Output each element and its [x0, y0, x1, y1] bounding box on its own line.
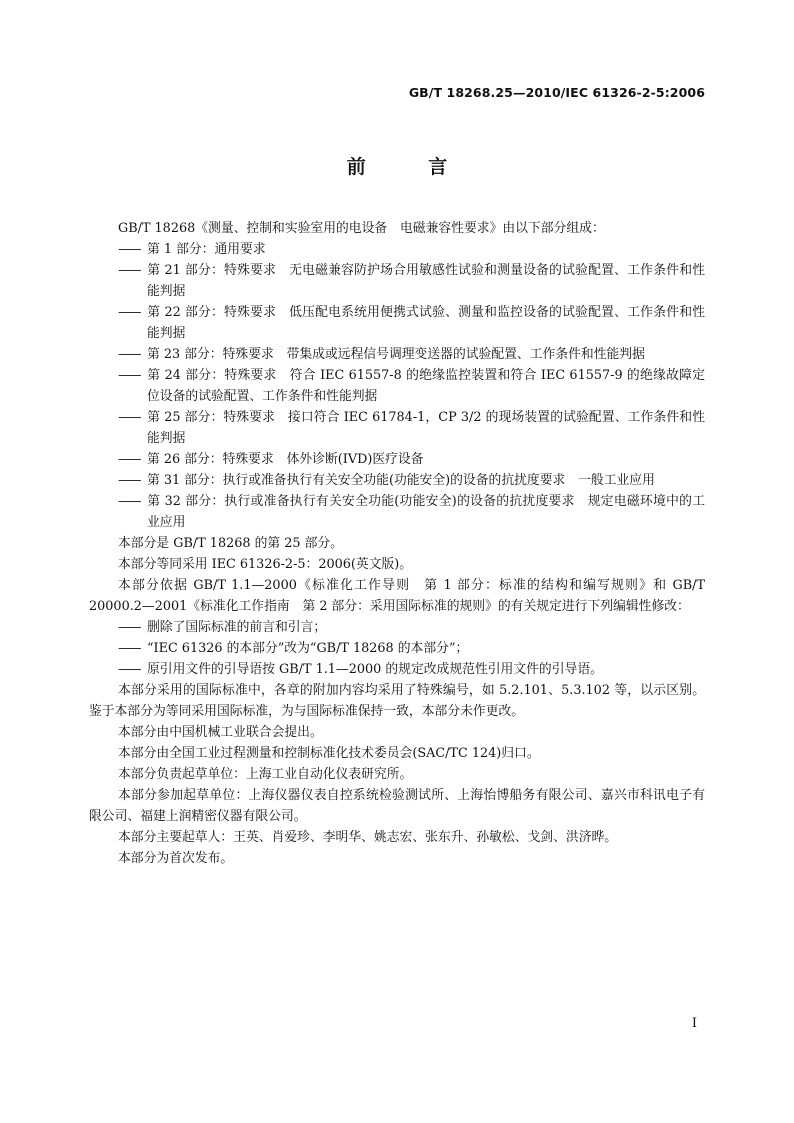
list-item: —— 原引用文件的引导语按 GB/T 1.1—2000 的规定改成规范性引用文件的引导语。 [89, 659, 705, 680]
dash-marker: —— [118, 242, 140, 257]
list-item: —— 第 24 部分：特殊要求 符合 IEC 61557-8 的绝缘监控装置和符合 IEC 61557-9 的绝缘故障定位设备的试验配置、工作条件和性能判据 [89, 365, 705, 407]
list-item: —— 删除了国际标准的前言和引言； [89, 617, 705, 638]
page-title: 前 言 [346, 156, 476, 178]
standard-number: GB/T 18268.25—2010/IEC 61326-2-5:2006 [408, 85, 705, 100]
intro-paragraph: GB/T 18268《测量、控制和实验室用的电设备 电磁兼容性要求》由以下部分组成： [118, 221, 605, 236]
dash-marker: —— [118, 473, 140, 488]
centralized-by-paragraph: 本部分由全国工业过程测量和控制标准化技术委员会(SAC/TC 124)归口。 [118, 746, 540, 761]
dash-marker: —— [118, 620, 140, 635]
dash-marker: —— [118, 305, 140, 320]
editorial-changes-paragraph: 本部分依据 GB/T 1.1—2000《标准化工作导则 第 1 部分：标准的结构和编写规则》和 GB/T 20000.2—2001《标准化工作指南 第 2 部分：采用国际标准的规则》的有关规定进行下列编辑性修改： [89, 578, 705, 614]
list-item: —— 第 25 部分：特殊要求 接口符合 IEC 61784-1，CP 3/2 的现场装置的试验配置、工作条件和性能判据 [89, 407, 705, 449]
parts-list [89, 239, 705, 533]
list-item: —— “IEC 61326 的本部分”改为“GB/T 18268 的本部分”； [89, 638, 705, 659]
proposed-by-paragraph: 本部分由中国机械工业联合会提出。 [118, 725, 323, 740]
participating-drafters-paragraph: 本部分参加起草单位：上海仪器仪表自控系统检验测试所、上海怡博船务有限公司、嘉兴市科讯电子有限公司、福建上润精密仪器有限公司。 [89, 788, 705, 824]
dash-marker: —— [118, 452, 140, 467]
part-of-paragraph: 本部分是 GB/T 18268 的第 25 部分。 [118, 536, 343, 551]
dash-marker: —— [118, 641, 140, 656]
list-item: —— 第 22 部分：特殊要求 低压配电系统用便携式试验、测量和监控设备的试验配置、工作条件和性能判据 [89, 302, 705, 344]
dash-marker: —— [118, 410, 140, 425]
dash-marker: —— [118, 347, 140, 362]
first-release-paragraph: 本部分为首次发布。 [118, 851, 234, 866]
list-item: —— 第 26 部分：特殊要求 体外诊断(IVD)医疗设备 [89, 449, 705, 470]
dash-marker: —— [118, 368, 140, 383]
foreword-body [89, 218, 705, 869]
edits-list [89, 617, 705, 680]
dash-marker: —— [118, 263, 140, 278]
page-number: I [691, 1016, 697, 1031]
dash-marker: —— [118, 662, 140, 677]
main-drafters-paragraph: 本部分主要起草人：王英、肖爱珍、李明华、姚志宏、张东升、孙敏松、戈剑、洪济晔。 [118, 830, 618, 845]
list-item: —— 第 21 部分：特殊要求 无电磁兼容防护场合用敏感性试验和测量设备的试验配置、工作条件和性能判据 [89, 260, 705, 302]
list-item: —— 第 23 部分：特殊要求 带集成或远程信号调理变送器的试验配置、工作条件和性能判据 [89, 344, 705, 365]
adoption-paragraph: 本部分等同采用 IEC 61326-2-5：2006(英文版)。 [118, 557, 413, 572]
numbering-paragraph: 本部分采用的国际标准中，各章的附加内容均采用了特殊编号，如 5.2.101、5.3.102 等，以示区别。鉴于本部分为等同采用国际标准，为与国际标准保持一致，本部分未作更改。 [89, 683, 705, 719]
list-item: —— 第 1 部分：通用要求 [89, 239, 705, 260]
lead-drafter-paragraph: 本部分负责起草单位：上海工业自动化仪表研究所。 [118, 767, 413, 782]
list-item: —— 第 31 部分：执行或准备执行有关安全功能(功能安全)的设备的抗扰度要求 一般工业应用 [89, 470, 705, 491]
list-item: —— 第 32 部分：执行或准备执行有关安全功能(功能安全)的设备的抗扰度要求 规定电磁环境中的工业应用 [89, 491, 705, 533]
dash-marker: —— [118, 494, 140, 509]
